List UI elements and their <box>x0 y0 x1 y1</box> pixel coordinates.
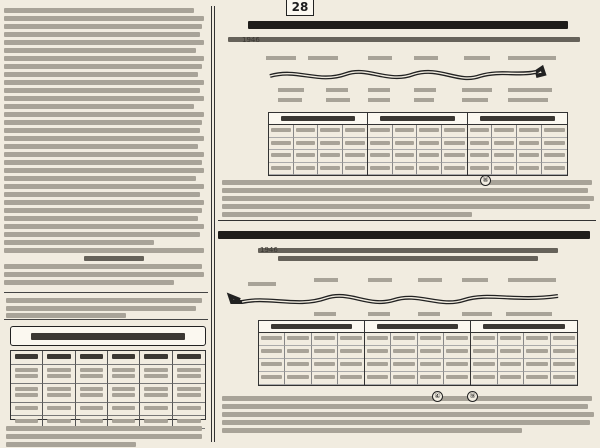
circled-marker: ⑧ <box>480 175 491 186</box>
left-column <box>4 4 208 444</box>
column-header <box>365 321 471 333</box>
circled-marker: ⑨ <box>467 391 478 402</box>
column-header <box>468 113 567 125</box>
year-label: 1946 <box>260 246 278 254</box>
sky-serpent-diagram <box>218 48 596 110</box>
column-cells <box>468 125 567 175</box>
column-header <box>368 113 467 125</box>
column-header <box>471 321 577 333</box>
column-cells <box>269 125 368 175</box>
section-divider <box>218 220 596 221</box>
column-header <box>259 321 365 333</box>
section-title <box>218 18 596 32</box>
column-cells <box>259 333 365 385</box>
nakshatra-section-1 <box>218 4 596 218</box>
nakshatra-section-2 <box>218 224 596 444</box>
left-note-box <box>4 292 208 320</box>
sankranti-heading-banner <box>10 326 206 346</box>
column-divider <box>211 6 212 442</box>
section-title <box>218 228 596 242</box>
sankranti-table <box>10 350 206 420</box>
column-header <box>269 113 368 125</box>
circled-marker: ④ <box>432 391 443 402</box>
year-label: 1946 <box>242 36 260 44</box>
left-footnote <box>4 422 208 446</box>
column-cells <box>365 333 471 385</box>
section-subtitle <box>218 35 596 45</box>
column-cells <box>471 333 577 385</box>
page-number: 28 <box>286 0 314 16</box>
column-cells <box>368 125 467 175</box>
nakshatra-table <box>258 320 578 386</box>
nakshatra-table <box>268 112 568 176</box>
sky-diagram <box>218 48 596 108</box>
column-divider <box>214 6 215 442</box>
